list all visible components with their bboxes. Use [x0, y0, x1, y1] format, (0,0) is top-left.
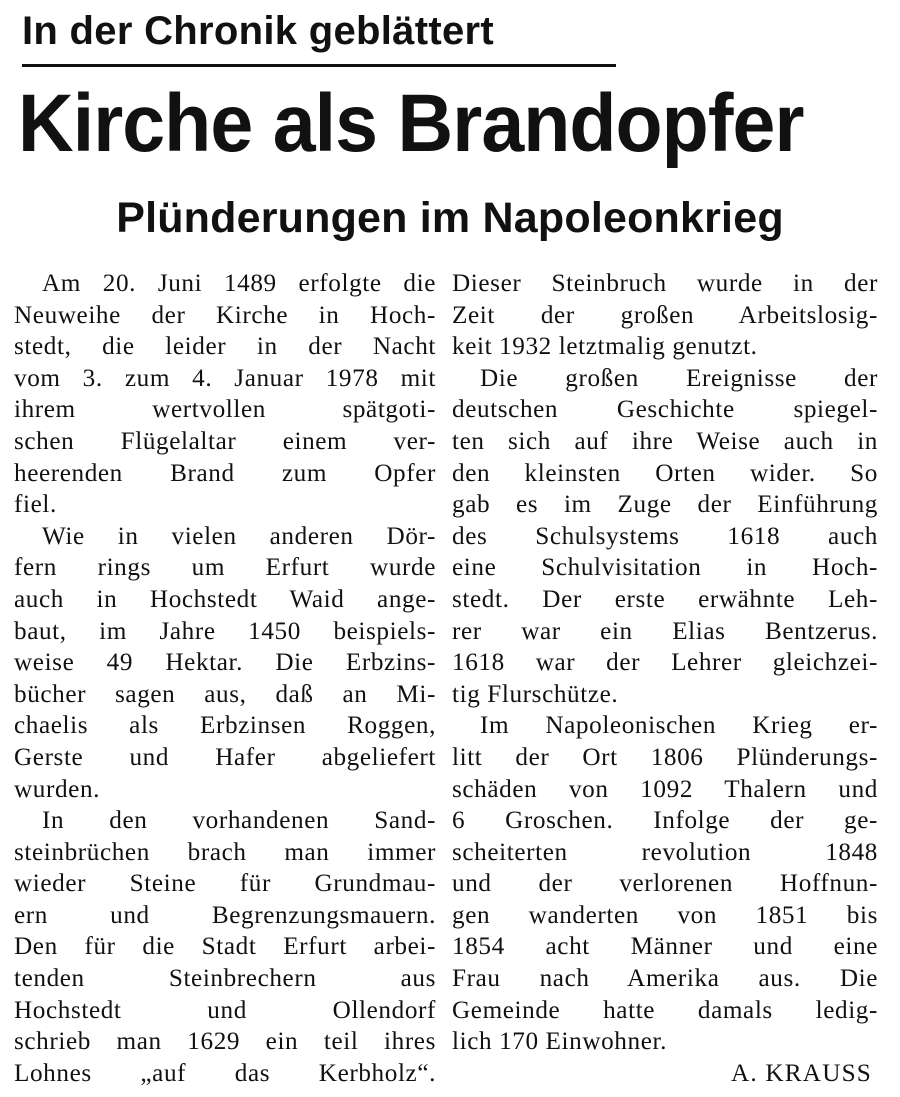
article-kicker: In der Chronik geblättert — [22, 9, 494, 53]
text-line: Am 20. Juni 1489 erfolgte die — [42, 270, 436, 297]
text-line: baut, im Jahre 1450 beispiels- — [14, 617, 436, 645]
text-line: schrieb man 1629 ein teil ihres — [14, 1028, 436, 1056]
text-line: keit 1932 letztmalig genutzt. — [452, 333, 758, 361]
text-line: tig Flurschütze. — [452, 680, 619, 708]
text-line: 1618 war der Lehrer gleichzei- — [452, 649, 878, 677]
text-line: wieder Steine für Grundmau- — [14, 870, 436, 898]
text-line: tenden Steinbrechern aus — [14, 965, 436, 993]
text-line: Im Napoleonischen Krieg er- — [480, 712, 878, 740]
text-line: stedt, die leider in der Nacht — [14, 333, 436, 361]
text-line: vom 3. zum 4. Januar 1978 mit — [14, 364, 436, 392]
text-line: 1854 acht Männer und eine — [452, 933, 878, 961]
text-line: ten sich auf ihre Weise auch in — [452, 427, 878, 455]
text-line: Den für die Stadt Erfurt arbei- — [14, 933, 436, 961]
text-line: fern rings um Erfurt wurde — [14, 554, 436, 582]
text-line: Frau nach Amerika aus. Die — [452, 965, 878, 993]
text-line: weise 49 Hektar. Die Erbzins- — [14, 649, 436, 677]
article-byline: A. KRAUSS — [731, 1059, 872, 1087]
article-subheadline: Plünderungen im Napoleonkrieg — [116, 194, 784, 242]
text-line: litt der Ort 1806 Plünderungs- — [452, 743, 878, 771]
text-line: fiel. — [14, 491, 57, 519]
text-column-left — [14, 268, 436, 1089]
text-line: steinbrüchen brach man immer — [14, 838, 436, 866]
text-line: lich 170 Einwohner. — [452, 1028, 667, 1056]
text-line: schäden von 1092 Thalern und — [452, 775, 878, 803]
text-line: Die großen Ereignisse der — [480, 364, 878, 392]
text-line: und der verlorenen Hoffnun- — [452, 870, 878, 898]
text-line: heerenden Brand zum Opfer — [14, 459, 436, 487]
text-line: ern und Begrenzungsmauern. — [14, 901, 436, 929]
text-line: 6 Groschen. Infolge der ge- — [452, 807, 878, 835]
kicker-underline — [22, 64, 616, 67]
text-line: gen wanderten von 1851 bis — [452, 901, 878, 929]
text-line: stedt. Der erste erwähnte Leh- — [452, 585, 878, 613]
text-line: In den vorhandenen Sand- — [42, 807, 436, 835]
text-line: des Schulsystems 1618 auch — [452, 522, 878, 550]
text-line: Neuweihe der Kirche in Hoch- — [14, 301, 436, 329]
text-line: bücher sagen aus, daß an Mi- — [14, 680, 436, 708]
text-line: chaelis als Erbzinsen Roggen, — [14, 712, 436, 740]
text-line: rer war ein Elias Bentzerus. — [452, 617, 878, 645]
text-line: den kleinsten Orten wider. So — [452, 459, 878, 487]
text-line: Wie in vielen anderen Dör- — [42, 522, 436, 550]
text-line: Dieser Steinbruch wurde in der — [452, 270, 878, 297]
text-line: Lohnes „auf das Kerbholz“. — [14, 1059, 436, 1087]
article-headline: Kirche als Brandopfer — [18, 78, 804, 169]
text-line: Zeit der großen Arbeitslosig- — [452, 301, 878, 329]
text-line: auch in Hochstedt Waid ange- — [14, 585, 436, 613]
text-line: ihrem wertvollen spätgoti- — [14, 396, 436, 424]
text-line: Gemeinde hatte damals ledig- — [452, 996, 878, 1024]
text-column-right — [452, 268, 878, 1089]
text-line: wurden. — [14, 775, 101, 803]
text-line: gab es im Zuge der Einführung — [452, 491, 878, 519]
text-line: Hochstedt und Ollendorf — [14, 996, 436, 1024]
text-line: deutschen Geschichte spiegel- — [452, 396, 878, 424]
text-line: schen Flügelaltar einem ver- — [14, 427, 436, 455]
text-line: scheiterten revolution 1848 — [452, 838, 878, 866]
text-line: Gerste und Hafer abgeliefert — [14, 743, 436, 771]
text-line: eine Schulvisitation in Hoch- — [452, 554, 878, 582]
